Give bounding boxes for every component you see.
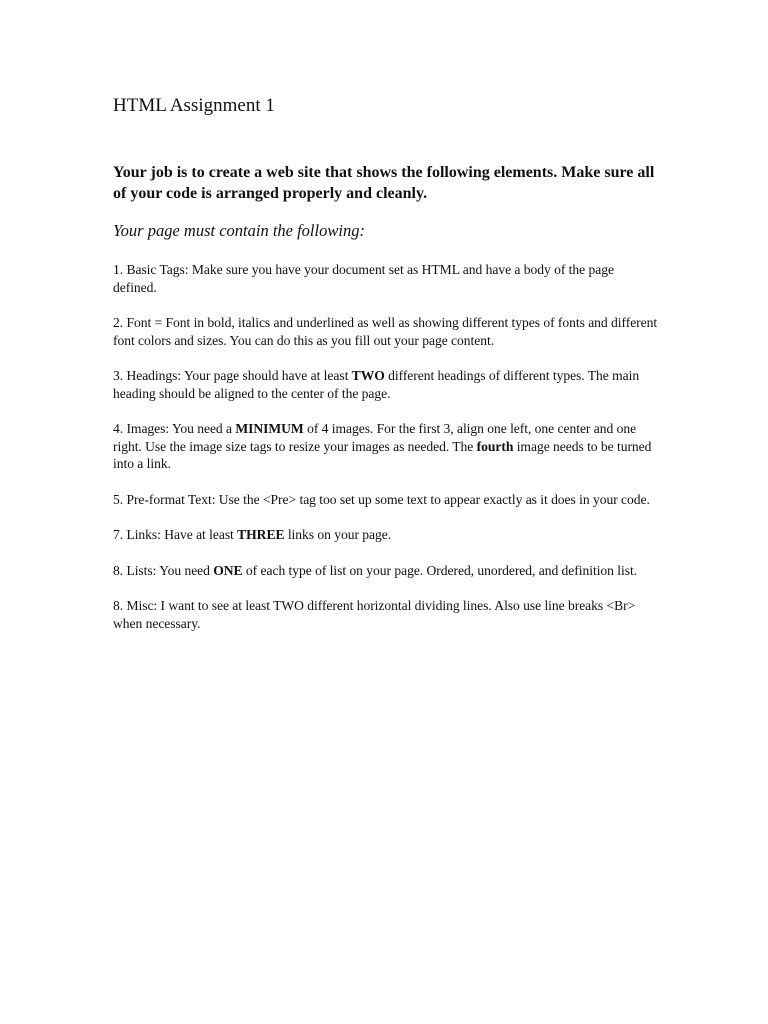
item-text: 3. Headings: Your page should have at least xyxy=(113,368,352,383)
emphasis-text: MINIMUM xyxy=(235,421,304,436)
requirement-item xyxy=(113,367,658,402)
requirement-item xyxy=(113,526,658,544)
emphasis-text: fourth xyxy=(476,438,514,454)
document-title: HTML Assignment 1 xyxy=(113,95,275,116)
requirement-item xyxy=(113,597,658,632)
item-text: 7. Links: Have at least xyxy=(113,527,238,542)
emphasis-text: ONE xyxy=(213,562,243,578)
emphasis-text: THREE xyxy=(237,527,285,542)
item-text: different headings of different types. The main heading should be aligned to the center of the page. xyxy=(113,368,640,401)
requirement-item xyxy=(113,261,658,296)
requirements-subheading: Your page must contain the following: xyxy=(113,221,365,240)
item-text: 1. Basic Tags: Make sure you have your document set as HTML and have a body of the page defined. xyxy=(113,262,614,295)
emphasis-text: TWO xyxy=(351,368,385,383)
requirements-list xyxy=(113,261,658,632)
document-page xyxy=(113,94,658,650)
item-text: of 4 images. For the first 3, align one left, one center and one right. Use the image size tags to resize your images as needed. The xyxy=(113,421,637,454)
item-text: links on your page. xyxy=(284,527,392,542)
item-text: 2. Font = Font in bold, italics and underlined as well as showing different types of fonts and different font colors and sizes. You can do this as you fill out your page content. xyxy=(113,315,658,348)
requirement-item xyxy=(113,420,658,473)
item-text: 4. Images: You need a xyxy=(113,421,236,436)
item-text: of each type of list on your page. Ordered, unordered, and definition list. xyxy=(242,562,638,578)
item-text: 5. Pre-format Text: Use the <Pre> tag too set up some text to appear exactly as it does in your code. xyxy=(113,491,650,507)
item-text: 8. Misc: I want to see at least TWO different horizontal dividing lines. Also use line breaks <Br> when necessary. xyxy=(113,598,636,631)
item-text: image needs to be turned into a link. xyxy=(113,438,652,471)
item-text: 8. Lists: You need xyxy=(113,562,214,578)
requirement-item xyxy=(113,314,658,349)
intro-paragraph: Your job is to create a web site that shows the following elements. Make sure all of your code is arranged properly and cleanly. xyxy=(113,164,655,202)
requirement-item xyxy=(113,562,658,580)
requirement-item xyxy=(113,491,658,509)
